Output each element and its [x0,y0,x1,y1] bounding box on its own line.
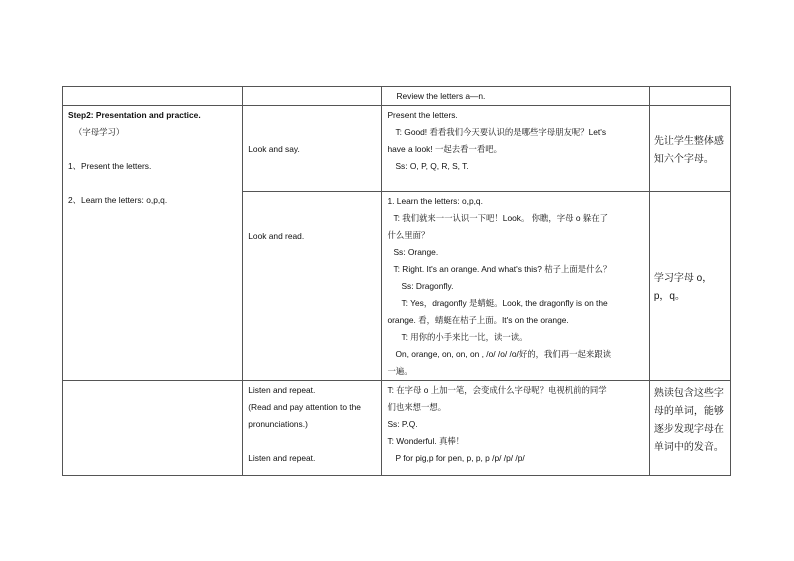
content-line: 一遍。 [387,366,413,376]
step2-title: Step2: Presentation and practice. [68,110,201,120]
content-line: P for pig,p for pen, p, p, p /p/ /p/ /p/ [395,453,525,463]
cell-activity-empty [243,87,382,106]
cell-activity-3 [243,381,382,476]
cell-purpose-3 [649,381,730,476]
step2-item-1: 1、Present the letters. [68,161,152,171]
content-line: T: 在字母 o 上加一笔，会变成什么字母呢？电视机前的同学 [387,385,607,395]
cell-content-2 [382,192,649,381]
content-line: 1. Learn the letters: o,p,q. [387,196,483,206]
content-line: T: Wonderful. 真棒！ [387,436,465,446]
cell-step-empty [63,87,243,106]
activity-pronunciations: pronunciations.) [248,419,308,429]
content-line: have a look! 一起去看一看吧。 [387,144,502,154]
table-row-listen [63,381,731,476]
purpose-text: 熟读包含这些字母的单词，能够逐步发现字母在单词中的发音。 [653,388,724,453]
activity-listen-and-repeat-2: Listen and repeat. [248,453,316,463]
content-line: Ss: O, P, Q, R, S, T. [395,161,469,171]
cell-activity-1 [243,106,382,192]
content-line: Ss: Dragonfly. [401,281,454,291]
content-line: T: 我们就来一一认识一下吧！Look。 你瞧，字母 o 躲在了 [393,213,608,223]
activity-listen-and-repeat: Listen and repeat. [248,385,316,395]
activity-look-and-say: Look and say. [248,143,300,154]
cell-purpose-2 [649,192,730,381]
cell-activity-2 [243,192,382,381]
cell-content-1 [382,106,649,192]
activity-read-and-pay: (Read and pay attention to the [248,402,361,412]
activity-look-and-read: Look and read. [248,231,305,241]
content-line: 什么里面？ [387,230,430,240]
cell-purpose-empty [649,87,730,106]
content-line: Ss: P.Q. [387,419,418,429]
content-line: Ss: Orange. [393,247,439,257]
content-line: On, orange, on, on, on , /o/ /o/ /o/好的，我们再一起来跟读 [395,349,611,359]
purpose-text: 学习字母 o，p，q。 [653,273,713,302]
lesson-plan-table [62,86,731,476]
content-line: T: Yes，dragonfly 是蜻蜓。Look, the dragonfly is on the [401,298,608,308]
step2-subtitle: （字母学习） [74,127,125,137]
content-line: 们也来想一想。 [387,402,447,412]
content-line: Present the letters. [387,110,458,120]
content-line: orange. 看，蜻蜓在桔子上面。It's on the orange. [387,315,569,325]
content-line: T: Good! 看看我们今天要认识的是哪些字母朋友呢？Let's [395,127,607,137]
step2-item-2: 2、Learn the letters: o,p,q. [68,195,168,205]
content-line: T: 用你的小手来比一比，读一读。 [401,332,528,342]
table-row-present [63,106,731,192]
purpose-text: 先让学生整体感知六个字母。 [653,135,724,165]
review-text: Review the letters a—n. [396,91,486,101]
content-line: T: Right. It's an orange. And what's this? 桔子上面是什么？ [393,264,612,274]
cell-content-3 [382,381,649,476]
table-row-review [63,87,731,106]
cell-step2 [63,106,243,381]
cell-purpose-1 [649,106,730,192]
cell-review [382,87,649,106]
cell-step-empty [63,381,243,476]
